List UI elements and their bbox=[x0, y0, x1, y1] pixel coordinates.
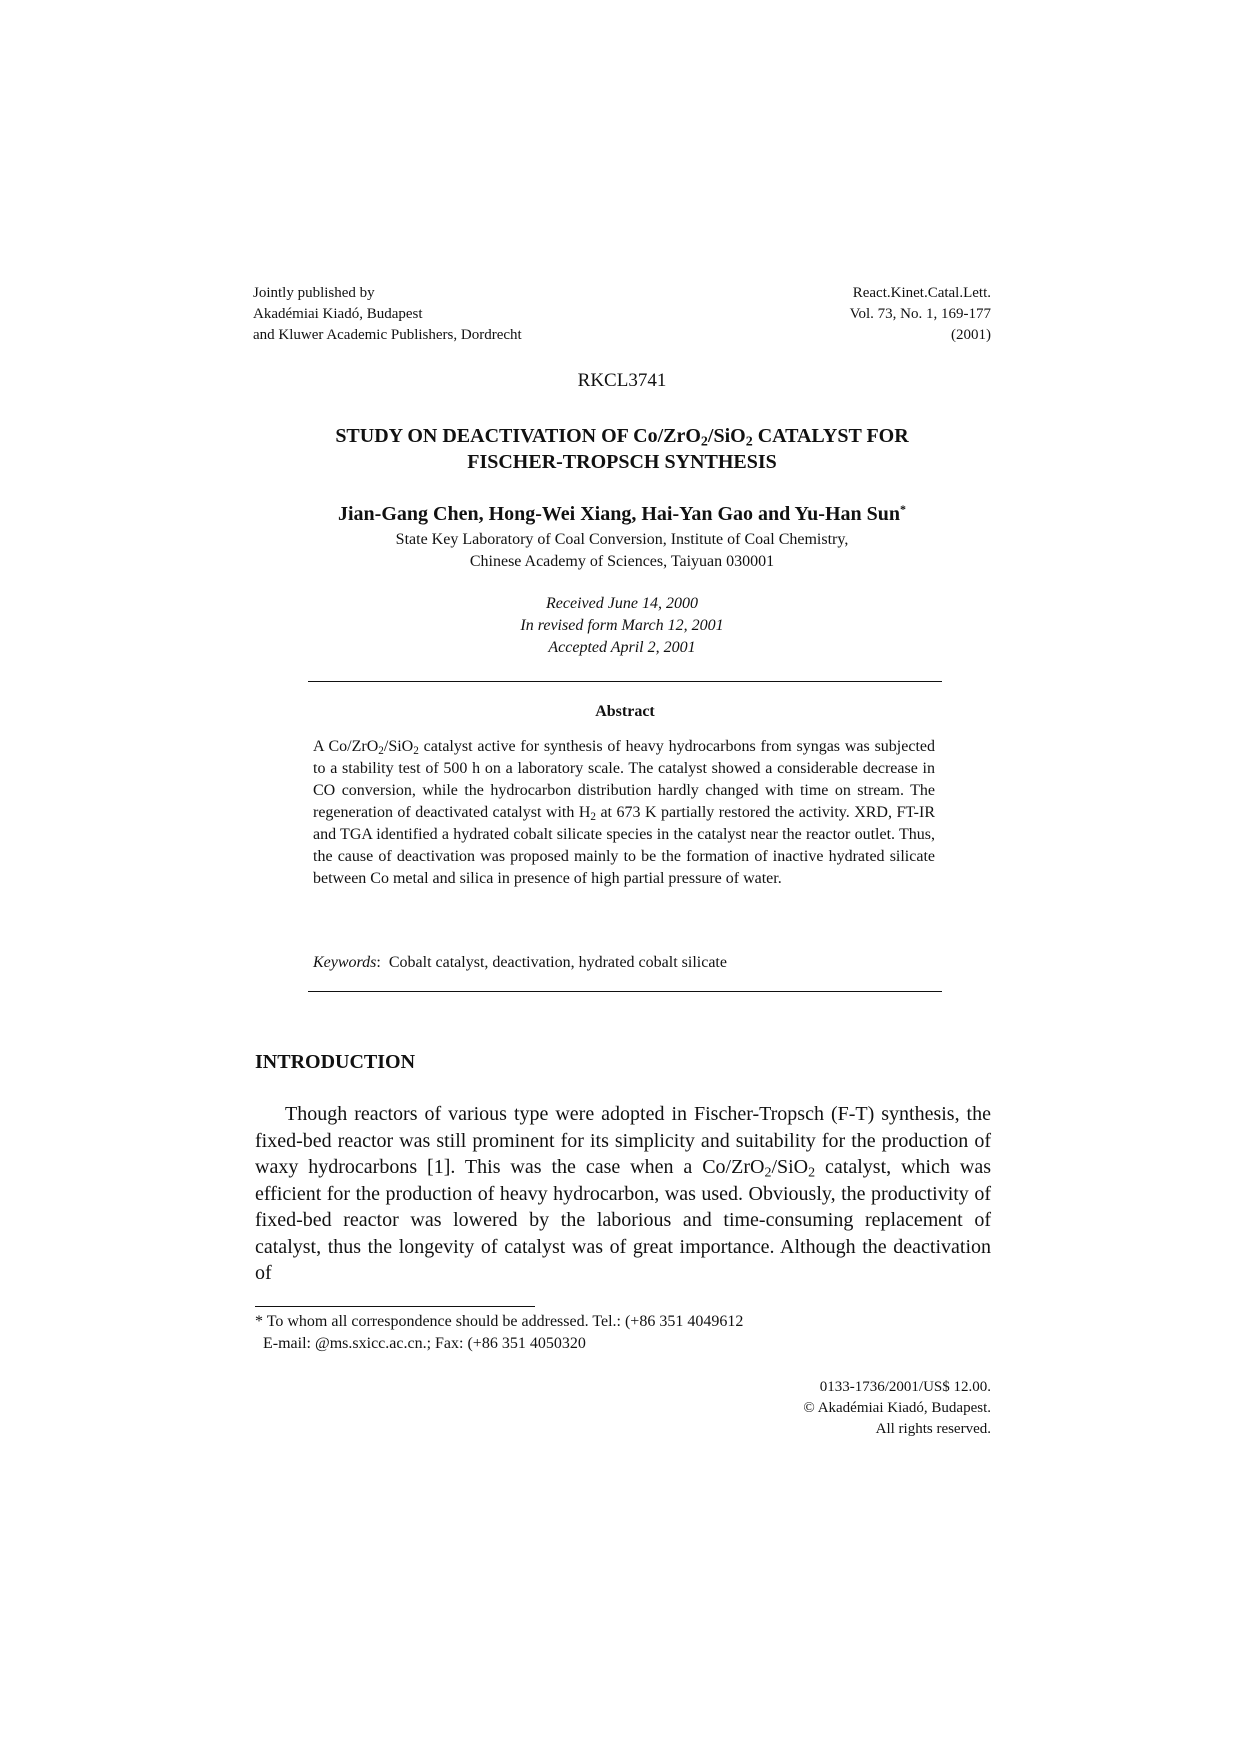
journal-year: (2001) bbox=[951, 327, 991, 343]
footnote-rule bbox=[255, 1306, 535, 1307]
abstract-top-rule bbox=[308, 681, 942, 682]
footnote-line: * To whom all correspondence should be addressed. Tel.: (+86 351 4049612 bbox=[255, 1313, 744, 1330]
article-dates bbox=[253, 593, 991, 659]
affiliation bbox=[253, 529, 991, 573]
introduction-body bbox=[255, 1101, 991, 1287]
accepted-date: Accepted April 2, 2001 bbox=[548, 639, 696, 656]
copyright-line: All rights reserved. bbox=[875, 1421, 991, 1437]
author-list: Jian-Gang Chen, Hong-Wei Xiang, Hai-Yan Gao and Yu-Han Sun* bbox=[337, 501, 906, 525]
abstract-paragraph: A Co/ZrO$_2$/SiO$_2$ catalyst active for synthesis of heavy hydrocarbons from syngas was subjected to a stability test of 500 h on a laboratory scale. The catalyst showed a considerable decrease in CO conversion, while the hydrocarbon distribution hardly changed with time on stream. The regeneration of deactivated catalyst with $H_2$ at 673 K partially restored the activity. XRD, FT-IR and TGA identified a hydrated cobalt silicate species in the catalyst near the reactor outlet. Thus, the cause of deactivation was proposed mainly to be the formation of inactive hydrated silicate between Co metal and silica in presence of high partial pressure of water. bbox=[313, 738, 936, 887]
publisher-line: Akadémiai Kiadó, Budapest bbox=[253, 306, 423, 322]
article-title bbox=[253, 423, 991, 475]
copyright-notice bbox=[720, 1377, 991, 1440]
footnote-line: E-mail: @ms.sxicc.ac.cn.; Fax: (+86 351 4050320 bbox=[263, 1335, 586, 1352]
publisher-line: Jointly published by bbox=[253, 285, 375, 301]
keywords: Keywords: Cobalt catalyst, deactivation, hydrated cobalt silicate bbox=[313, 954, 727, 971]
affiliation-line: State Key Laboratory of Coal Conversion, Institute of Coal Chemistry, bbox=[395, 531, 849, 548]
publisher-info bbox=[253, 283, 522, 346]
publisher-line: and Kluwer Academic Publishers, Dordrecht bbox=[253, 327, 522, 343]
title-line-2: FISCHER-TROPSCH SYNTHESIS bbox=[467, 451, 777, 473]
journal-info bbox=[790, 283, 991, 346]
copyright-line: 0133-1736/2001/US$ 12.00. bbox=[819, 1379, 991, 1395]
abstract-body bbox=[313, 736, 935, 890]
keywords-label: Keywords bbox=[313, 954, 377, 971]
section-heading-introduction: INTRODUCTION bbox=[255, 1051, 416, 1073]
footnote bbox=[255, 1311, 743, 1355]
abstract-heading: Abstract bbox=[595, 703, 655, 720]
journal-volume: Vol. 73, No. 1, 169-177 bbox=[849, 306, 991, 322]
article-code: RKCL3741 bbox=[577, 370, 667, 391]
title-line-1: STUDY ON DEACTIVATION OF Co/ZrO$_2$/SiO$_2$ CATALYST FOR bbox=[335, 425, 909, 450]
revised-date: In revised form March 12, 2001 bbox=[520, 617, 724, 634]
received-date: Received June 14, 2000 bbox=[546, 595, 698, 612]
affiliation-line: Chinese Academy of Sciences, Taiyuan 030001 bbox=[469, 553, 775, 570]
journal-name: React.Kinet.Catal.Lett. bbox=[852, 285, 991, 301]
corresponding-author-mark: * bbox=[900, 501, 906, 516]
keywords-text: Cobalt catalyst, deactivation, hydrated cobalt silicate bbox=[388, 954, 727, 971]
copyright-line: © Akadémiai Kiadó, Budapest. bbox=[803, 1400, 991, 1416]
abstract-bottom-rule bbox=[308, 991, 942, 992]
introduction-paragraph: Though reactors of various type were adopted in Fischer-Tropsch (F-T) synthesis, the fixed-bed reactor was still prominent for its simplicity and suitability for the production of waxy hydrocarbons [1]. This was the case when a Co/ZrO$_2$/SiO$_2$ catalyst, which was efficient for the production of heavy hydrocarbon, was used. Obviously, the productivity of fixed-bed reactor was lowered by the laborious and time-consuming replacement of catalyst, thus the longevity of catalyst was of great importance. Although the deactivation of bbox=[255, 1103, 991, 1284]
